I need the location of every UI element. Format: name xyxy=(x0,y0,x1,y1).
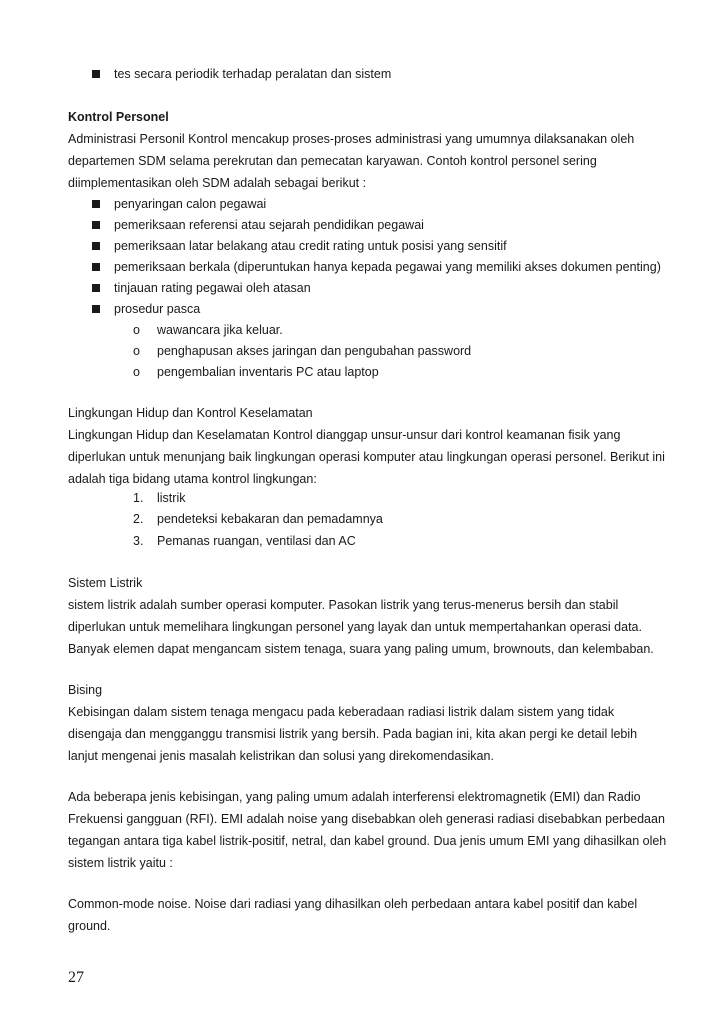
section-heading-bising: Bising xyxy=(68,683,103,697)
paragraph-line: sistem listrik yaitu : xyxy=(68,856,173,870)
paragraph-line: tegangan antara tiga kabel listrik-positif, netral, dan kabel ground. Dua jenis umum EMI yang dihasilkan oleh xyxy=(68,834,667,848)
paragraph-line: lanjut mengenai jenis masalah kelistrikan dan solusi yang direkomendasikan. xyxy=(68,749,494,763)
paragraph-line: Banyak elemen dapat mengancam sistem tenaga, suara yang paling umum, brownouts, dan kelembaban. xyxy=(68,642,654,656)
bullet-item: penyaringan calon pegawai xyxy=(114,197,267,211)
paragraph-line: ground. xyxy=(68,919,111,933)
paragraph-line: Administrasi Personil Kontrol mencakup proses-proses administrasi yang umumnya dilaksanakan oleh xyxy=(68,132,635,146)
numbered-item: pendeteksi kebakaran dan pemadamnya xyxy=(157,512,383,526)
paragraph-line: Common-mode noise. Noise dari radiasi yang dihasilkan oleh perbedaan antara kabel positif dan kabel xyxy=(68,897,638,911)
sub-bullet-marker: o xyxy=(133,365,140,379)
numbered-marker: 1. xyxy=(133,491,144,505)
numbered-marker: 3. xyxy=(133,534,144,548)
section-heading-sistem-listrik: Sistem Listrik xyxy=(68,576,143,590)
paragraph-line: Kebisingan dalam sistem tenaga mengacu pada keberadaan radiasi listrik dalam sistem yang tidak xyxy=(68,705,615,719)
paragraph-line: diimplementasikan oleh SDM adalah sebagai berikut : xyxy=(68,176,367,190)
paragraph-line: Frekuensi gangguan (RFI). EMI adalah noise yang disebabkan oleh generasi radiasi disebabkan perbedaan xyxy=(68,812,665,826)
bullet-marker xyxy=(92,284,100,292)
numbered-marker: 2. xyxy=(133,512,144,526)
section-heading-lingkungan: Lingkungan Hidup dan Kontrol Keselamatan xyxy=(68,406,313,420)
numbered-item: listrik xyxy=(157,491,186,505)
sub-bullet-item: pengembalian inventaris PC atau laptop xyxy=(157,365,379,379)
sub-bullet-item: penghapusan akses jaringan dan pengubahan password xyxy=(157,344,472,358)
paragraph-line: adalah tiga bidang utama kontrol lingkungan: xyxy=(68,472,317,486)
sub-bullet-marker: o xyxy=(133,323,140,337)
bullet-item: prosedur pasca xyxy=(114,302,201,316)
sub-bullet-marker: o xyxy=(133,344,140,358)
bullet-marker xyxy=(92,305,100,313)
bullet-item: pemeriksaan referensi atau sejarah pendidikan pegawai xyxy=(114,218,424,232)
paragraph-line: departemen SDM selama perekrutan dan pemecatan karyawan. Contoh kontrol personel sering xyxy=(68,154,597,168)
paragraph-line: Ada beberapa jenis kebisingan, yang paling umum adalah interferensi elektromagnetik (EMI) dan Radio xyxy=(68,790,641,804)
bullet-marker xyxy=(92,242,100,250)
paragraph-line: sistem listrik adalah sumber operasi komputer. Pasokan listrik yang terus-menerus bersih dan stabil xyxy=(68,598,619,612)
bullet-item: tinjauan rating pegawai oleh atasan xyxy=(114,281,311,295)
bullet-marker xyxy=(92,200,100,208)
bullet-marker xyxy=(92,263,100,271)
bullet-marker xyxy=(92,221,100,229)
numbered-item: Pemanas ruangan, ventilasi dan AC xyxy=(157,534,356,548)
section-heading-kontrol-personel: Kontrol Personel xyxy=(68,110,169,124)
paragraph-line: disengaja dan mengganggu transmisi listrik yang bersih. Pada bagian ini, kita akan pergi ke detail lebih xyxy=(68,727,638,741)
page-number: 27 xyxy=(68,969,84,986)
bullet-marker xyxy=(92,70,100,78)
paragraph-line: diperlukan untuk menunjang baik lingkungan operasi komputer atau lingkungan operasi personel. Berikut ini xyxy=(68,450,665,464)
paragraph-line: diperlukan untuk memelihara lingkungan personel yang layak dan untuk mempertahankan operasi data. xyxy=(68,620,642,634)
paragraph-line: Lingkungan Hidup dan Keselamatan Kontrol dianggap unsur-unsur dari kontrol keamanan fisik yang xyxy=(68,428,621,442)
sub-bullet-item: wawancara jika keluar. xyxy=(157,323,283,337)
bullet-item: pemeriksaan berkala (diperuntukan hanya kepada pegawai yang memiliki akses dokumen penting) xyxy=(114,260,661,274)
bullet-item: tes secara periodik terhadap peralatan dan sistem xyxy=(114,67,392,81)
bullet-item: pemeriksaan latar belakang atau credit rating untuk posisi yang sensitif xyxy=(114,239,507,253)
